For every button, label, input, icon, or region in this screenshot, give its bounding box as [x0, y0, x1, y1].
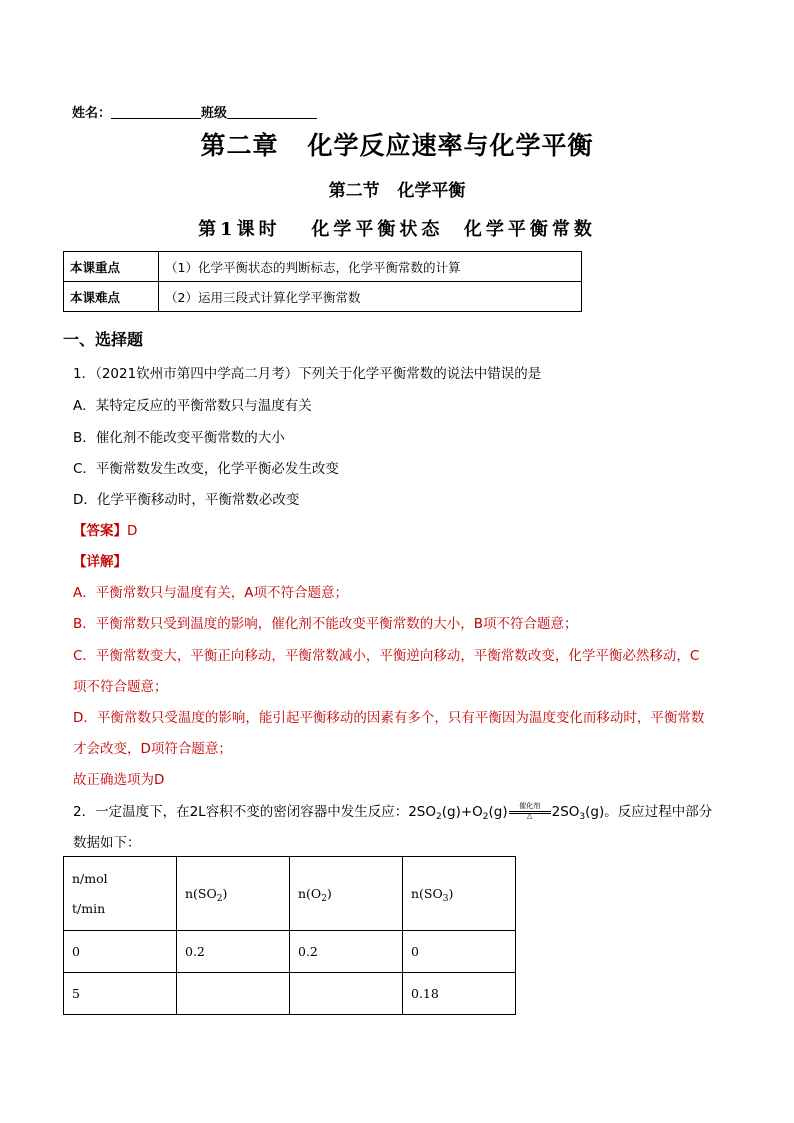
key-point-label: 本课重点	[64, 252, 159, 282]
table-row	[64, 973, 516, 1015]
q2-stem-line2: 数据如下：	[73, 835, 141, 851]
header-text: )	[222, 886, 228, 901]
reaction-equation	[408, 804, 604, 820]
q1-conclusion: 故正确选项为D	[73, 772, 165, 788]
q1-explanation-c-cont: 项不符合题意；	[73, 679, 168, 695]
eq-subscript: 2	[482, 812, 489, 822]
header-subscript: 3	[442, 894, 449, 904]
corner-header-cell	[64, 857, 177, 931]
table-cell-time: 0	[64, 931, 177, 973]
section-heading-choice: 一、选择题	[63, 330, 144, 349]
eq-text: 2SO	[551, 804, 580, 820]
header-text: n(O	[298, 886, 322, 901]
q1-option-d: D．化学平衡移动时，平衡常数必改变	[73, 492, 300, 508]
column-header-o2	[290, 857, 403, 931]
table-cell-so2	[177, 973, 290, 1015]
student-info-line	[72, 102, 317, 121]
column-header-so2	[177, 857, 290, 931]
class-label: 班级	[201, 106, 228, 121]
table-cell-so3: 0.18	[403, 973, 516, 1015]
name-label: 姓名：	[72, 106, 112, 121]
header-text: n(SO	[411, 886, 443, 901]
lesson-title: 第1课时 化学平衡状态 化学平衡常数	[198, 219, 596, 240]
section-title: 第二节 化学平衡	[328, 181, 466, 201]
table-row	[64, 931, 516, 973]
answer-label: 【答案】	[73, 523, 127, 539]
table-cell-o2: 0.2	[290, 931, 403, 973]
q1-option-c: C．平衡常数发生改变，化学平衡必发生改变	[73, 461, 339, 477]
table-cell-so3: 0	[403, 931, 516, 973]
eq-text: (g)	[585, 804, 605, 820]
corner-top-label: n/mol	[72, 870, 108, 886]
table-cell-o2	[290, 973, 403, 1015]
table-header-row	[64, 857, 516, 931]
q2-stem-before: 2．一定温度下，在2L容积不变的密闭容器中发生反应：	[73, 804, 409, 820]
chapter-title: 第二章 化学反应速率与化学平衡	[200, 131, 594, 160]
eq-subscript: 3	[579, 812, 586, 822]
header-subscript: 2	[216, 894, 223, 904]
key-points-table	[63, 251, 582, 312]
answer-value: D	[127, 523, 138, 539]
header-text: )	[448, 886, 454, 901]
corner-bottom-label: t/min	[72, 900, 106, 916]
q1-detail-label: 【详解】	[73, 554, 127, 570]
table-cell-so2: 0.2	[177, 931, 290, 973]
q1-explanation-d-cont: 才会改变，D项符合题意；	[73, 741, 232, 757]
q1-answer	[73, 519, 137, 539]
table-row	[64, 282, 582, 312]
q1-explanation-a: A．平衡常数只与温度有关，A项不符合题意；	[73, 585, 348, 601]
q1-explanation-b: B．平衡常数只受到温度的影响，催化剂不能改变平衡常数的大小，B项不符合题意；	[73, 616, 578, 632]
eq-text: (g)+O	[441, 804, 483, 820]
q1-option-a: A．某特定反应的平衡常数只与温度有关	[73, 398, 312, 414]
q1-explanation-d: D．平衡常数只受温度的影响，能引起平衡移动的因素有多个，只有平衡因为温度变化而移动时，平衡常数	[73, 710, 705, 726]
eq-text: 2SO	[408, 804, 436, 820]
q1-stem: 1．（2021钦州市第四中学高二月考）下列关于化学平衡常数的说法中错误的是	[73, 366, 542, 382]
eq-text: (g)	[488, 804, 508, 820]
catalyst-label: 催化剂	[519, 802, 541, 810]
heat-symbol: △	[526, 812, 533, 820]
table-row	[64, 252, 582, 282]
q1-option-b: B．催化剂不能改变平衡常数的大小	[73, 430, 285, 446]
header-text: )	[326, 886, 332, 901]
header-text: n(SO	[185, 886, 217, 901]
class-blank	[227, 106, 317, 119]
q2-stem-after: 。反应过程中部分	[604, 804, 713, 820]
eq-subscript: 2	[436, 812, 442, 822]
column-header-so3	[403, 857, 516, 931]
header-subscript: 2	[321, 894, 327, 904]
q2-stem	[73, 800, 712, 820]
table-cell-time: 5	[64, 973, 177, 1015]
reversible-arrow-icon	[509, 804, 551, 818]
name-blank	[111, 106, 201, 119]
q1-explanation-c: C．平衡常数变大，平衡正向移动，平衡常数减小，平衡逆向移动，平衡常数改变，化学平衡必然移动，C	[73, 648, 700, 664]
reaction-data-table	[63, 856, 516, 1015]
difficulty-content: （2）运用三段式计算化学平衡常数	[159, 282, 582, 312]
difficulty-label: 本课难点	[64, 282, 159, 312]
key-point-content: （1）化学平衡状态的判断标志，化学平衡常数的计算	[159, 252, 582, 282]
